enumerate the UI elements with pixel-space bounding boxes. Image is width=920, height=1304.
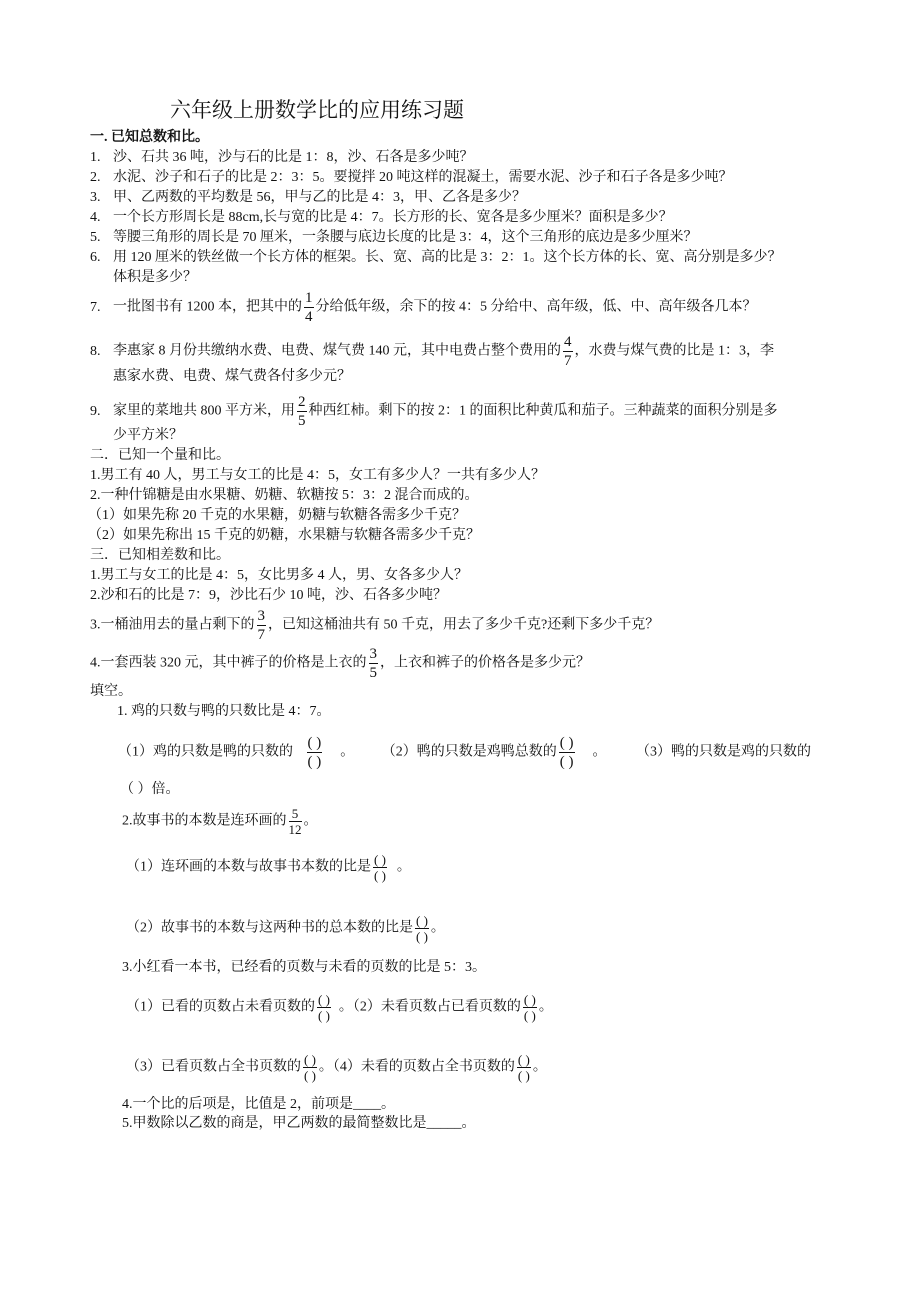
section-heading-1: 一. 已知总数和比。 [90, 130, 209, 145]
question-continuation: 体积是多少？ [113, 270, 197, 285]
question: 3. 甲、乙两数的平均数是 56，甲与乙的比是 4：3，甲、乙各是多少？ [90, 190, 526, 205]
fill-question: 1. 鸡的只数与鸭的只数比是 4：7。 [117, 704, 331, 719]
question: 4. 一个长方形周长是 88cm,长与宽的比是 4：7。长方形的长、宽各是多少厘米？面积是多少？ [90, 210, 673, 225]
sub-question: （2）如果先称出 15 千克的奶糖，水果糖与软糖各需多少千克？ [88, 528, 480, 543]
fill-question: （3）已看页数占全书页数的 $\frac{( )}{( )}$ 。（4）未看的页数占全书页数的 $\frac{( )}{( )}$ 。 [126, 1052, 547, 1083]
blank-fraction: $\frac{( )}{( )}$ [304, 1052, 316, 1083]
question: 5. 等腰三角形的周长是 70 厘米，一条腰与底边长度的比是 3：4，这个三角形的底边是多少厘米？ [90, 230, 698, 245]
question: 1.男工与女工的比是 4：5，女比男多 4 人，男、女各多少人？ [90, 568, 468, 583]
page-title: 六年级上册数学比的应用练习题 [170, 98, 464, 122]
question-continuation: 少平方米？ [113, 428, 183, 443]
question: 2.一种什锦糖是由水果糖、奶糖、软糖按 5：3：2 混合而成的。 [90, 488, 479, 503]
section-heading-3: 三．已知相差数和比。 [90, 548, 230, 563]
question: 8. 李惠家 8 月份共缴纳水费、电费、煤气费 140 元，其中电费占整个费用的 $\frac{4}{7}$ ，水费与煤气费的比是 1：3，李 [90, 334, 774, 369]
question: 1.男工有 40 人，男工与女工的比是 4：5，女工有多少人？一共有多少人？ [90, 468, 545, 483]
blank-fraction: $\frac{( )}{( )}$ [523, 992, 536, 1023]
question: 3.一桶油用去的量占剩下的 $\frac{3}{7}$ ，已知这桶油共有 50 千克，用去了多少千克?还剩下多少千克？ [90, 608, 660, 643]
fill-question-continuation: （ ）倍。 [120, 782, 180, 797]
question-continuation: 惠家水费、电费、煤气费各付多少元？ [113, 369, 351, 384]
blank-fraction: $\frac{( )}{( )}$ [318, 992, 330, 1023]
fraction: $\frac{3}{7}$ [257, 608, 265, 643]
fraction: $\frac{1}{4}$ [305, 290, 313, 325]
sub-question: （1）如果先称 20 千克的水果糖，奶糖与软糖各需多少千克？ [88, 508, 466, 523]
fill-question: （1）连环画的本数与故事书本数的比是 $\frac{( )}{( )}$ 。 [126, 852, 411, 883]
fill-question: （2）故事书的本数与这两种书的总本数的比是 $\frac{( )}{( )}$ 。 [126, 913, 445, 944]
question: 1. 沙、石共 36 吨，沙与石的比是 1：8，沙、石各是多少吨？ [90, 150, 474, 165]
question: 2.沙和石的比是 7：9，沙比石少 10 吨，沙、石各多少吨？ [90, 588, 447, 603]
blank-fraction: $\frac{( )}{( )}$ [307, 735, 322, 770]
section-heading-2: 二．已知一个量和比。 [90, 448, 230, 463]
question: 9. 家里的菜地共 800 平方米，用 $\frac{2}{5}$ 种西红柿。剩下的按 2：1 的面积比种黄瓜和茄子。三种蔬菜的面积分别是多 [90, 394, 778, 429]
blank-fraction: $\frac{( )}{( )}$ [374, 852, 386, 883]
fill-question: （1）鸡的只数是鸭的只数的 $\frac{( )}{( )}$ 。 （2）鸭的只数是鸡鸭总数的 $\frac{( )}{( )}$ 。 （3）鸭的只数是鸡的只数的 [118, 735, 811, 770]
blank-fraction: $\frac{( )}{( )}$ [416, 913, 428, 944]
blank-fraction: $\frac{( )}{( )}$ [517, 1052, 530, 1083]
fill-question: 5.甲数除以乙数的商是，甲乙两数的最简整数比是_____。 [122, 1116, 476, 1131]
fraction: $\frac{2}{5}$ [298, 394, 306, 429]
fill-question: （1）已看的页数占未看页数的 $\frac{( )}{( )}$ 。（2）未看页数占已看页数的 $\frac{( )}{( )}$ 。 [126, 992, 553, 1023]
fraction: $\frac{5}{12}$ [288, 806, 302, 837]
fraction: $\frac{3}{5}$ [369, 646, 377, 681]
fill-question: 2.故事书的本数是连环画的 $\frac{5}{12}$ 。 [122, 806, 318, 837]
fraction: $\frac{4}{7}$ [564, 334, 572, 369]
question: 7. 一批图书有 1200 本，把其中的 $\frac{1}{4}$ 分给低年级，余下的按 4：5 分给中、高年级，低、中、高年级各几本？ [90, 290, 757, 325]
question: 4.一套西装 320 元，其中裤子的价格是上衣的 $\frac{3}{5}$ ，上衣和裤子的价格各是多少元？ [90, 646, 590, 681]
fill-question: 4.一个比的后项是，比值是 2，前项是____。 [122, 1097, 395, 1112]
question: 6. 用 120 厘米的铁丝做一个长方体的框架。长、宽、高的比是 3：2：1。这个长方体的长、宽、高分别是多少？ [90, 250, 782, 265]
section-heading-fill: 填空。 [90, 684, 132, 699]
fill-question: 3.小红看一本书，已经看的页数与未看的页数的比是 5：3。 [122, 960, 486, 975]
blank-fraction: $\frac{( )}{( )}$ [559, 735, 574, 770]
question: 2. 水泥、沙子和石子的比是 2：3：5。要搅拌 20 吨这样的混凝土，需要水泥、沙子和石子各是多少吨？ [90, 170, 733, 185]
